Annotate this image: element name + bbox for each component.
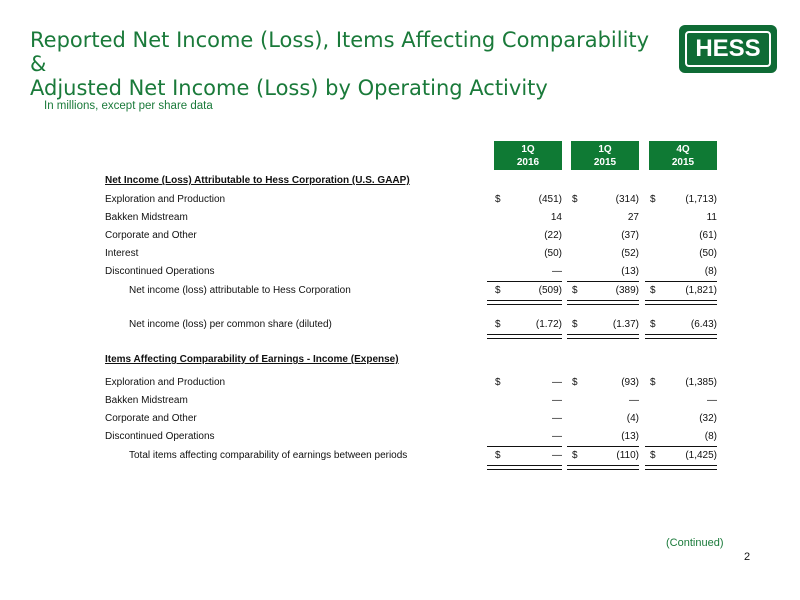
column-header-2 bbox=[571, 141, 639, 170]
cell-value: — bbox=[552, 413, 562, 424]
dollar-sign: $ bbox=[650, 194, 656, 205]
cell-value: (1.37) bbox=[612, 319, 639, 330]
cell-value: (314) bbox=[615, 194, 639, 205]
cell-value: — bbox=[629, 395, 639, 406]
column-header-year: 2015 bbox=[671, 157, 695, 168]
row-label: Discontinued Operations bbox=[105, 431, 215, 442]
hess-logo bbox=[679, 25, 777, 73]
column-header-period: 1Q bbox=[521, 144, 535, 155]
dollar-sign: $ bbox=[495, 377, 501, 388]
cell-value: (1,821) bbox=[685, 285, 717, 296]
cell-value: — bbox=[552, 431, 562, 442]
table-row bbox=[0, 395, 800, 409]
cell-value: 14 bbox=[550, 212, 562, 223]
row-label: Bakken Midstream bbox=[105, 212, 188, 223]
cell-value: (52) bbox=[621, 248, 639, 259]
cell-value: (1,713) bbox=[685, 194, 717, 205]
row-label: Discontinued Operations bbox=[105, 266, 215, 277]
cell-value: (1,385) bbox=[685, 377, 717, 388]
table-row bbox=[0, 230, 800, 244]
cell-value: (6.43) bbox=[690, 319, 717, 330]
row-label: Exploration and Production bbox=[105, 194, 226, 205]
double-rule bbox=[567, 300, 639, 305]
double-rule bbox=[487, 300, 562, 305]
row-label: Net income (loss) attributable to Hess Corporation bbox=[129, 285, 351, 296]
cell-value: (509) bbox=[538, 285, 562, 296]
page-title bbox=[30, 28, 650, 100]
dollar-sign: $ bbox=[495, 285, 501, 296]
column-header-3 bbox=[649, 141, 717, 170]
row-label: Total items affecting comparability of earnings between periods bbox=[129, 450, 408, 461]
table-row-total bbox=[0, 450, 800, 464]
continued-note: (Continued) bbox=[666, 537, 724, 549]
table-row bbox=[0, 248, 800, 262]
row-label: Interest bbox=[105, 248, 139, 259]
cell-value: (4) bbox=[626, 413, 639, 424]
dollar-sign: $ bbox=[650, 319, 656, 330]
column-header-1 bbox=[494, 141, 562, 170]
cell-value: (13) bbox=[621, 431, 639, 442]
cell-value: — bbox=[552, 266, 562, 277]
row-label: Corporate and Other bbox=[105, 413, 197, 424]
section-heading-gaap: Net Income (Loss) Attributable to Hess Corporation (U.S. GAAP) bbox=[105, 175, 410, 186]
cell-value: (61) bbox=[699, 230, 717, 241]
cell-value: — bbox=[552, 377, 562, 388]
table-row bbox=[0, 377, 800, 391]
table-row bbox=[0, 413, 800, 427]
dollar-sign: $ bbox=[572, 450, 578, 461]
dollar-sign: $ bbox=[650, 450, 656, 461]
column-header-period: 1Q bbox=[598, 144, 612, 155]
cell-value: — bbox=[707, 395, 717, 406]
cell-value: (451) bbox=[538, 194, 562, 205]
cell-value: (13) bbox=[621, 266, 639, 277]
cell-value: (22) bbox=[544, 230, 562, 241]
dollar-sign: $ bbox=[650, 377, 656, 388]
row-label: Net income (loss) per common share (diluted) bbox=[129, 319, 332, 330]
table-row-per-share bbox=[0, 319, 800, 333]
units-note: In millions, except per share data bbox=[44, 100, 213, 112]
row-label: Corporate and Other bbox=[105, 230, 197, 241]
double-rule bbox=[487, 465, 562, 470]
cell-value: (37) bbox=[621, 230, 639, 241]
cell-value: (93) bbox=[621, 377, 639, 388]
dollar-sign: $ bbox=[495, 450, 501, 461]
dollar-sign: $ bbox=[572, 194, 578, 205]
hess-logo-text: HESS bbox=[685, 31, 771, 67]
dollar-sign: $ bbox=[572, 285, 578, 296]
page-number: 2 bbox=[744, 551, 751, 563]
subtotal-rule bbox=[487, 446, 562, 447]
double-rule bbox=[645, 465, 717, 470]
subtotal-rule bbox=[567, 446, 639, 447]
dollar-sign: $ bbox=[572, 319, 578, 330]
cell-value: (32) bbox=[699, 413, 717, 424]
cell-value: (50) bbox=[699, 248, 717, 259]
table-row bbox=[0, 194, 800, 208]
dollar-sign: $ bbox=[650, 285, 656, 296]
cell-value: (1.72) bbox=[535, 319, 562, 330]
subtotal-rule bbox=[645, 446, 717, 447]
cell-value: 27 bbox=[627, 212, 639, 223]
dollar-sign: $ bbox=[495, 319, 501, 330]
double-rule bbox=[645, 334, 717, 339]
row-label: Exploration and Production bbox=[105, 377, 226, 388]
title-line-2: Adjusted Net Income (Loss) by Operating Activity bbox=[30, 76, 548, 100]
double-rule bbox=[567, 334, 639, 339]
column-header-year: 2015 bbox=[593, 157, 617, 168]
cell-value: — bbox=[552, 395, 562, 406]
table-row bbox=[0, 212, 800, 226]
dollar-sign: $ bbox=[572, 377, 578, 388]
cell-value: (50) bbox=[544, 248, 562, 259]
cell-value: (389) bbox=[615, 285, 639, 296]
subtotal-rule bbox=[567, 281, 639, 282]
column-header-year: 2016 bbox=[516, 157, 540, 168]
cell-value: 11 bbox=[706, 212, 717, 223]
cell-value: (110) bbox=[616, 450, 639, 461]
column-header-period: 4Q bbox=[676, 144, 690, 155]
table-row bbox=[0, 266, 800, 280]
double-rule bbox=[487, 334, 562, 339]
double-rule bbox=[645, 300, 717, 305]
subtotal-rule bbox=[645, 281, 717, 282]
table-row-total bbox=[0, 285, 800, 299]
cell-value: (1,425) bbox=[685, 450, 717, 461]
row-label: Bakken Midstream bbox=[105, 395, 188, 406]
cell-value: (8) bbox=[704, 266, 717, 277]
dollar-sign: $ bbox=[495, 194, 501, 205]
cell-value: (8) bbox=[704, 431, 717, 442]
double-rule bbox=[567, 465, 639, 470]
subtotal-rule bbox=[487, 281, 562, 282]
cell-value: — bbox=[552, 450, 562, 461]
table-row bbox=[0, 431, 800, 445]
title-line-1: Reported Net Income (Loss), Items Affecting Comparability & bbox=[30, 28, 650, 76]
section-heading-comparability: Items Affecting Comparability of Earnings - Income (Expense) bbox=[105, 354, 399, 365]
